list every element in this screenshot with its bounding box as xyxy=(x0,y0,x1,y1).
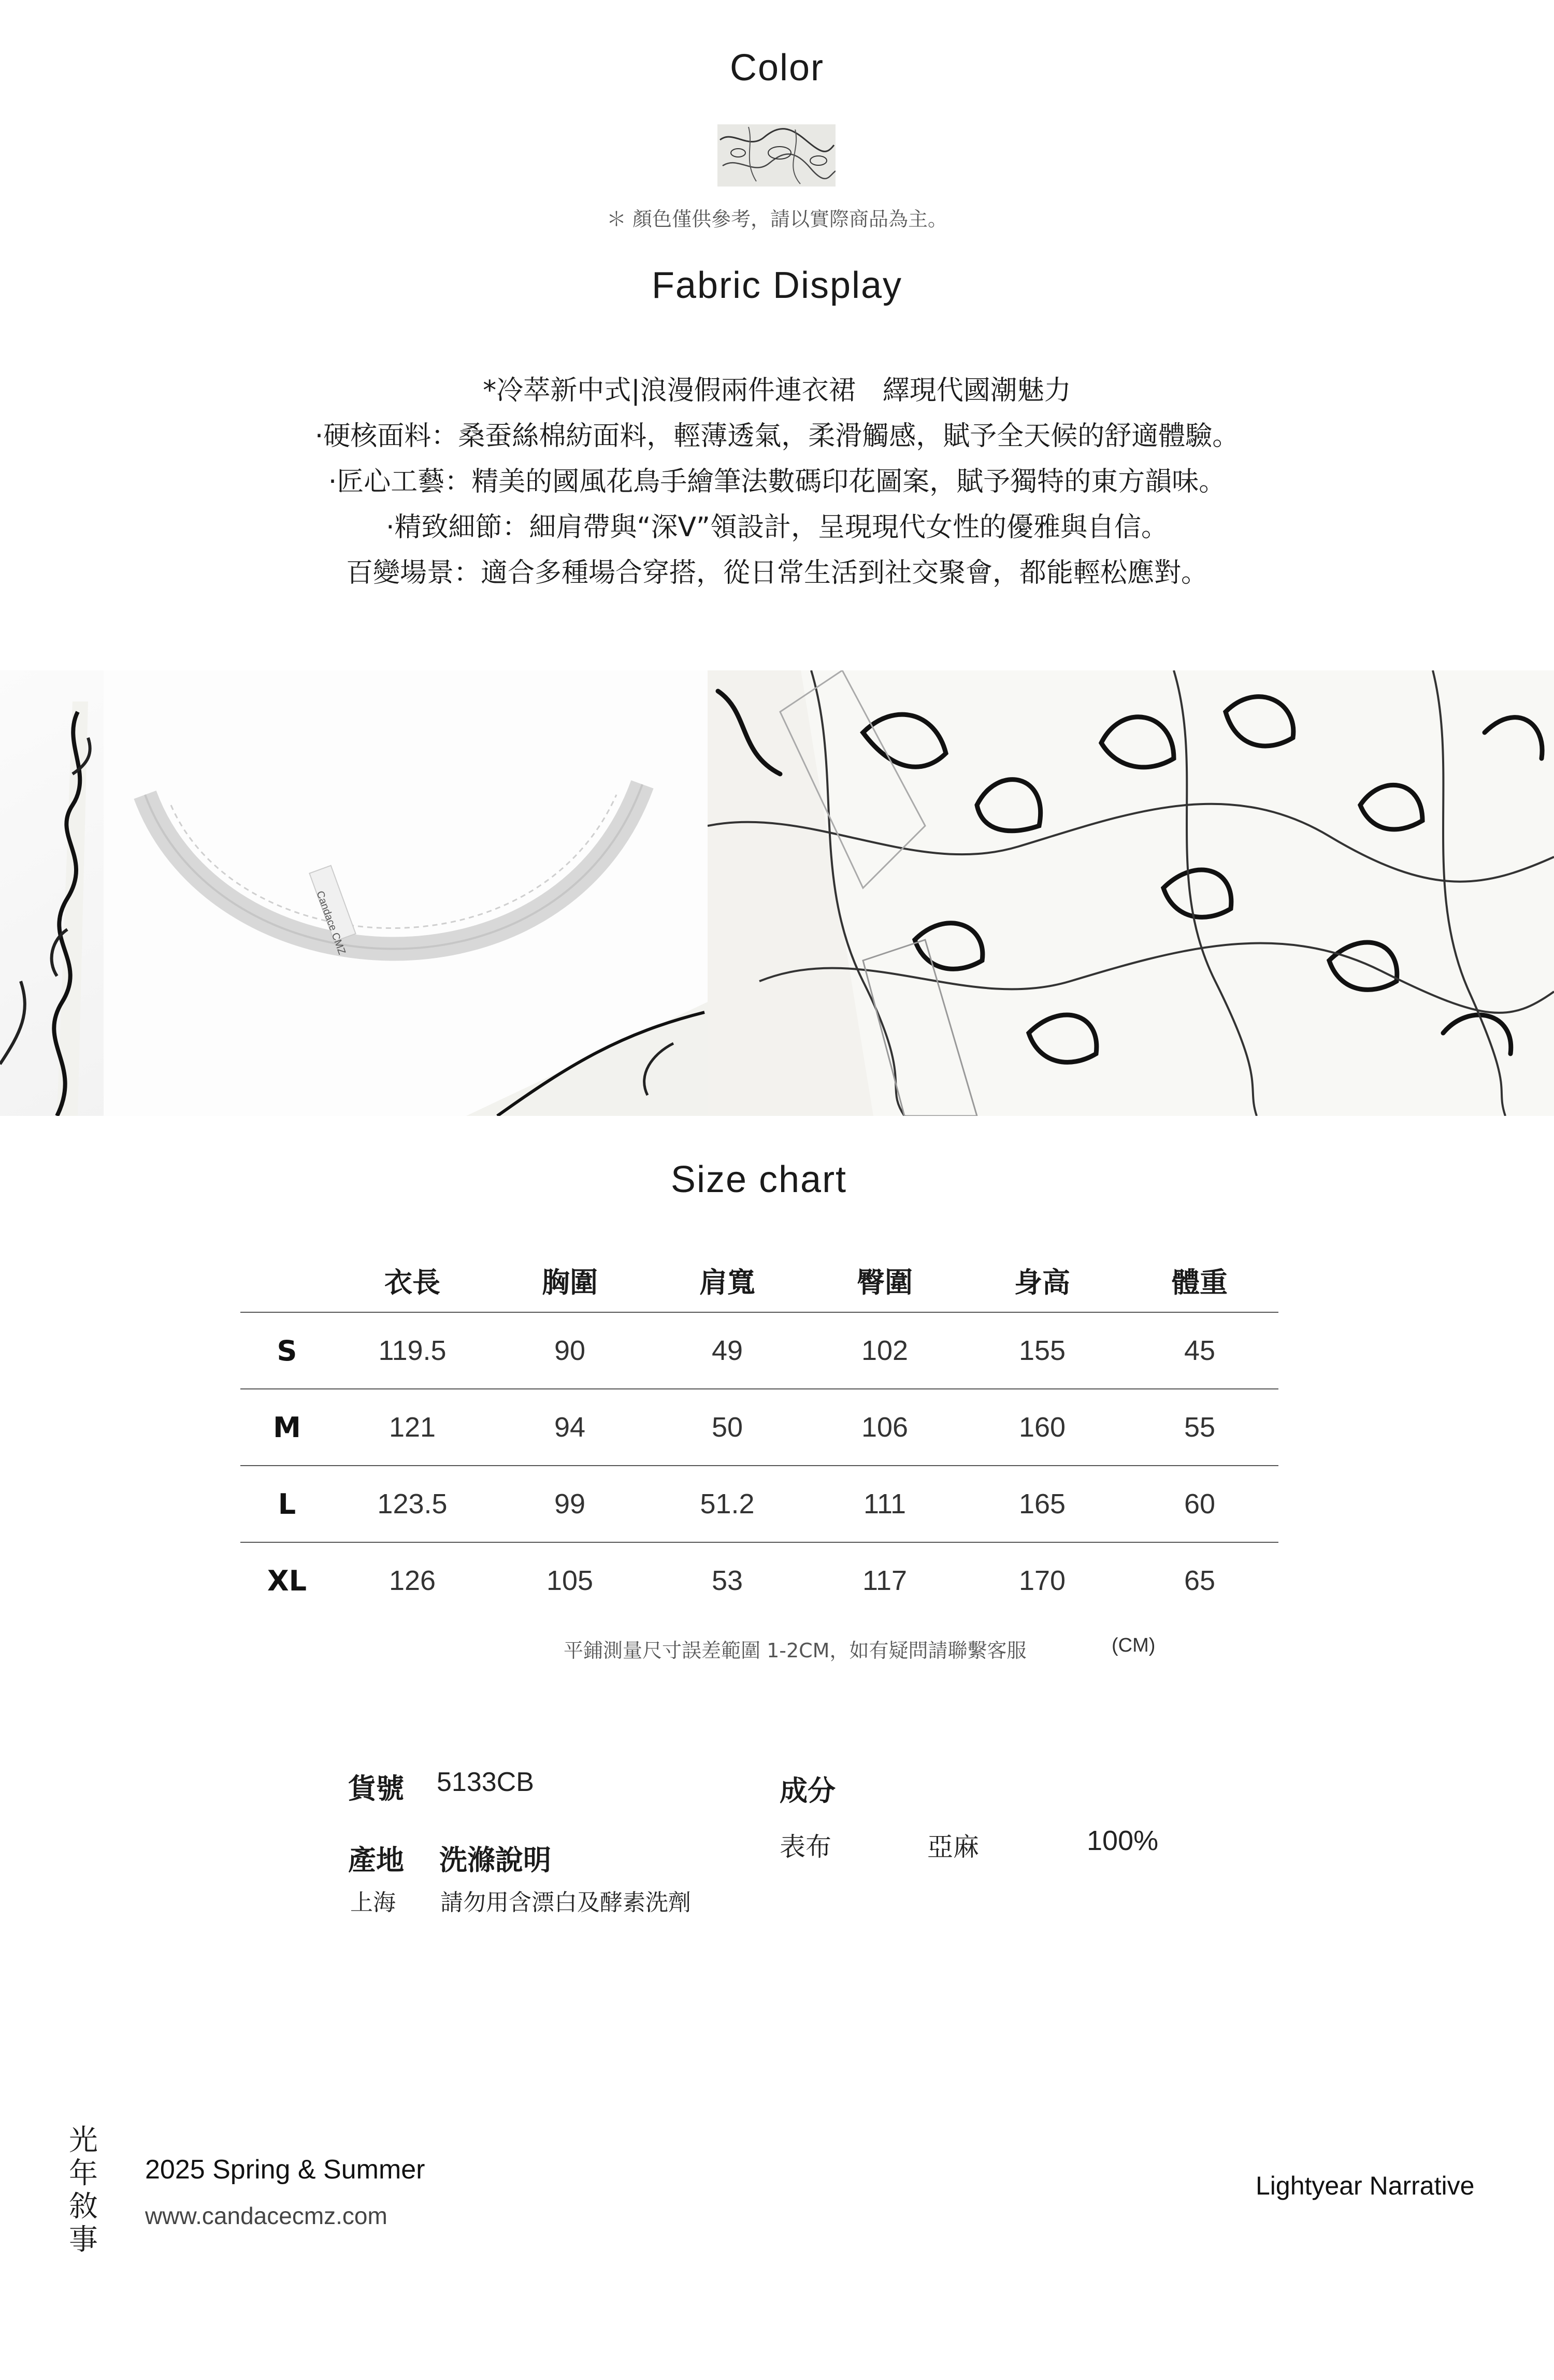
header-weight: 體重 xyxy=(1172,1266,1228,1299)
size-cell: 170 xyxy=(963,1542,1121,1618)
color-title: Color xyxy=(729,47,825,89)
size-note: 平鋪測量尺寸誤差範圍 1-2CM，如有疑問請聯繫客服 xyxy=(564,1639,1027,1662)
fabric-line-3: ·匠心工藝：精美的國風花鳥手繪筆法數碼印花圖案，賦予獨特的東方韻味。 xyxy=(328,466,1226,497)
website-link[interactable]: www.candacecmz.com xyxy=(145,2202,387,2229)
size-cell: 51.2 xyxy=(649,1466,806,1542)
brand-char: 年 xyxy=(69,2157,98,2190)
size-cell: 123.5 xyxy=(334,1466,491,1542)
size-cell: 65 xyxy=(1121,1542,1278,1618)
item-no-value: 5133CB xyxy=(437,1767,534,1797)
size-cell: 160 xyxy=(963,1389,1121,1466)
size-table-header xyxy=(240,1249,1278,1312)
fabric-print-photo xyxy=(708,670,1554,1116)
size-cell: 119.5 xyxy=(334,1312,491,1389)
fabric-line-5: 百變場景：適合多種場合穿搭，從日常生活到社交聚會，都能輕松應對。 xyxy=(346,557,1208,589)
header-shoulder: 肩寬 xyxy=(699,1266,755,1299)
fabric-description xyxy=(0,368,1554,596)
composition-part: 表布 xyxy=(780,1832,831,1862)
table-row xyxy=(240,1312,1278,1389)
brand-english-name: Lightyear Narrative xyxy=(1256,2171,1475,2200)
table-row xyxy=(240,1542,1278,1618)
size-cell: 155 xyxy=(963,1312,1121,1389)
wash-label: 洗滌說明 xyxy=(439,1844,551,1876)
fabric-line-2: ·硬核面料：桑蚕絲棉紡面料，輕薄透氣，柔滑觸感，賦予全天候的舒適體驗。 xyxy=(314,421,1240,452)
brand-char: 敘 xyxy=(69,2190,98,2224)
size-cell: 53 xyxy=(649,1542,806,1618)
neckline-photo xyxy=(0,670,708,1116)
size-cell: 102 xyxy=(806,1312,963,1389)
size-cell: 106 xyxy=(806,1389,963,1466)
table-row xyxy=(240,1389,1278,1466)
size-cell: 111 xyxy=(806,1466,963,1542)
fabric-line-4: ·精致細節：細肩帶與“深V”領設計，呈現現代女性的優雅與自信。 xyxy=(386,512,1168,543)
size-cell: 126 xyxy=(334,1542,491,1618)
brand-char: 光 xyxy=(69,2124,98,2157)
neck-label-text: Candace CMZ xyxy=(314,889,348,956)
brand-char: 事 xyxy=(69,2223,98,2257)
size-cell: 90 xyxy=(491,1312,649,1389)
size-label: XL xyxy=(240,1542,334,1618)
header-hip: 臀圍 xyxy=(857,1266,913,1299)
size-label: S xyxy=(240,1312,334,1389)
size-label: L xyxy=(240,1466,334,1542)
size-table xyxy=(240,1249,1278,1618)
season-label: 2025 Spring & Summer xyxy=(145,2155,425,2185)
header-height: 身高 xyxy=(1014,1266,1070,1299)
size-cell: 117 xyxy=(806,1542,963,1618)
wash-value: 請勿用含漂白及酵素洗劑 xyxy=(440,1889,691,1916)
origin-label: 產地 xyxy=(348,1844,404,1876)
size-chart-title: Size chart xyxy=(670,1159,847,1200)
size-cell: 50 xyxy=(649,1389,806,1466)
fabric-title: Fabric Display xyxy=(651,265,903,306)
size-cell: 165 xyxy=(963,1466,1121,1542)
size-label: M xyxy=(240,1389,334,1466)
origin-value: 上海 xyxy=(350,1889,396,1916)
size-cell: 45 xyxy=(1121,1312,1278,1389)
size-cell: 94 xyxy=(491,1389,649,1466)
composition-material: 亞麻 xyxy=(927,1832,979,1862)
fabric-line-1: *冷萃新中式|浪漫假兩件連衣裙 繹現代國潮魅力 xyxy=(483,375,1071,406)
header-bust: 胸圍 xyxy=(542,1266,598,1299)
table-row xyxy=(240,1466,1278,1542)
header-size xyxy=(240,1249,334,1312)
size-cell: 121 xyxy=(334,1389,491,1466)
size-cell: 60 xyxy=(1121,1466,1278,1542)
fabric-swatch xyxy=(717,124,836,187)
size-cell: 55 xyxy=(1121,1389,1278,1466)
composition-percent: 100% xyxy=(1087,1825,1159,1856)
item-no-label: 貨號 xyxy=(348,1772,404,1805)
size-cell: 49 xyxy=(649,1312,806,1389)
size-cell: 105 xyxy=(491,1542,649,1618)
size-unit: (CM) xyxy=(1112,1635,1156,1656)
brand-vertical-logo xyxy=(65,2124,102,2257)
header-length: 衣長 xyxy=(384,1266,440,1299)
composition-label: 成分 xyxy=(780,1774,836,1807)
color-note: ＊ 顏色僅供參考，請以實際商品為主。 xyxy=(606,208,948,231)
size-cell: 99 xyxy=(491,1466,649,1542)
